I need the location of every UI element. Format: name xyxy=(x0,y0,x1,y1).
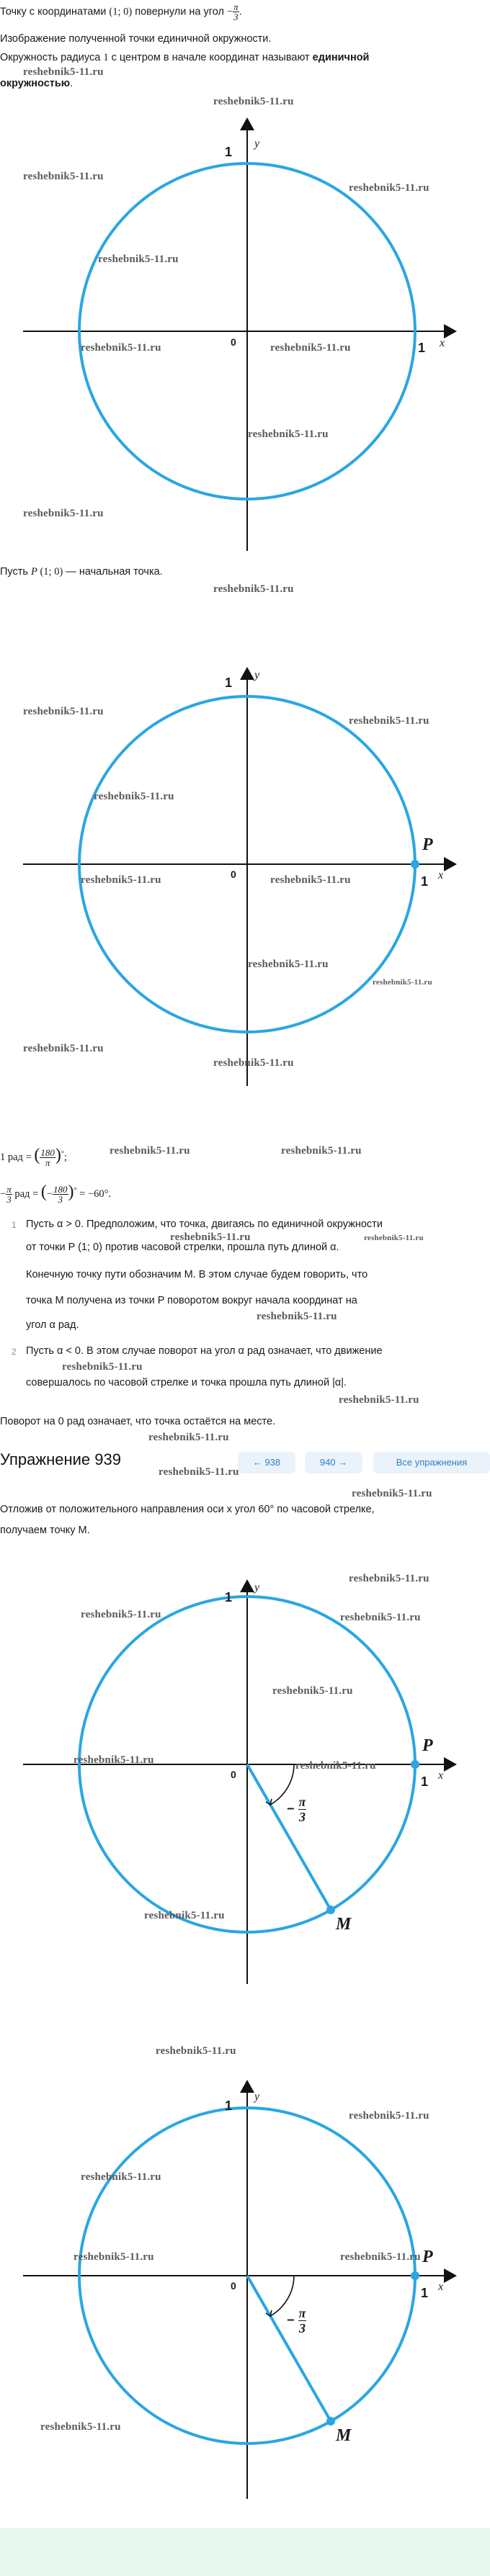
zero-rotation-text: Поворот на 0 рад означает, что точка остаётся на месте. xyxy=(0,1416,276,1427)
formula-radian: 1 рад = ( $\frac{180}{\pi}$ )°; xyxy=(0,1145,67,1168)
watermark: reshebnik5-11.ru xyxy=(349,1573,429,1584)
watermark: reshebnik5-11.ru xyxy=(74,1754,154,1766)
intro-line-2: Изображение полученной точки единичной окружности. xyxy=(0,33,272,45)
x-one-label: 1 xyxy=(421,874,429,889)
unit-circle-diagram-2 xyxy=(0,596,490,1100)
y-one-label: 1 xyxy=(225,2099,233,2113)
formula-minus-pi-3: − $\frac{\pi}{3}$ рад = (− $\frac{180}{3}$ )° = −60°. xyxy=(0,1182,112,1205)
watermark: reshebnik5-11.ru xyxy=(213,583,294,595)
unit-circle-p-svg xyxy=(0,596,490,1100)
watermark: reshebnik5-11.ru xyxy=(373,978,432,987)
y-one-label: 1 xyxy=(225,145,233,159)
watermark: reshebnik5-11.ru xyxy=(81,342,161,354)
watermark: reshebnik5-11.ru xyxy=(62,1361,143,1373)
watermark: reshebnik5-11.ru xyxy=(272,1685,353,1697)
list-item-1-line-5: угол α рад. xyxy=(26,1319,79,1331)
x-one-label: 1 xyxy=(418,341,426,355)
list-item-1-line-1: Пусть α > 0. Предположим, что точка, двигаясь по единичной окружности xyxy=(26,1219,383,1230)
x-axis-label: x xyxy=(438,869,444,881)
watermark: reshebnik5-11.ru xyxy=(295,1760,376,1772)
point-p-dot xyxy=(411,860,419,869)
origin-label: 0 xyxy=(231,336,236,348)
intro-line-3: Окружность радиуса 1 с центром в начале координат называют единичной xyxy=(0,52,370,63)
y-axis-label: y xyxy=(254,138,260,150)
y-one-label: 1 xyxy=(225,676,233,690)
watermark: reshebnik5-11.ru xyxy=(23,66,104,78)
x-axis-label: x xyxy=(438,1769,444,1782)
watermark: reshebnik5-11.ru xyxy=(23,706,104,717)
watermark: reshebnik5-11.ru xyxy=(340,1612,421,1623)
watermark: reshebnik5-11.ru xyxy=(339,1394,419,1406)
watermark: reshebnik5-11.ru xyxy=(74,2251,154,2263)
watermark: reshebnik5-11.ru xyxy=(349,715,429,727)
y-axis-label: y xyxy=(254,2091,260,2103)
next-exercise-button[interactable]: 940 → xyxy=(305,1452,362,1473)
footer-strip xyxy=(0,2528,490,2576)
watermark: reshebnik5-11.ru xyxy=(144,1910,225,1921)
rotation-m-svg-2 xyxy=(0,2038,490,2506)
list-item-1-line-2: от точки P (1; 0) против часовой стрелки, прошла путь длиной α. xyxy=(26,1242,339,1253)
prev-exercise-button[interactable]: ← 938 xyxy=(238,1452,295,1473)
x-axis-label: x xyxy=(440,337,445,349)
watermark: reshebnik5-11.ru xyxy=(156,2045,236,2057)
watermark: reshebnik5-11.ru xyxy=(170,1231,251,1243)
list-item-1-line-4: точка M получена из точки P поворотом вокруг начала координат на xyxy=(26,1295,357,1306)
watermark: reshebnik5-11.ru xyxy=(213,1057,294,1069)
y-axis-label: y xyxy=(254,669,260,681)
intro-line-4: окружностью. xyxy=(0,78,74,89)
point-m-dot xyxy=(326,2417,335,2425)
watermark: reshebnik5-11.ru xyxy=(40,2421,121,2433)
watermark: reshebnik5-11.ru xyxy=(270,874,351,886)
exercise-title: Упражнение 939 xyxy=(0,1450,121,1468)
watermark: reshebnik5-11.ru xyxy=(349,182,429,194)
watermark: reshebnik5-11.ru xyxy=(159,1466,239,1478)
watermark: reshebnik5-11.ru xyxy=(23,1043,104,1054)
watermark: reshebnik5-11.ru xyxy=(213,96,294,107)
list-number: 1 xyxy=(12,1220,17,1230)
point-p-dot xyxy=(411,1760,419,1769)
fraction-pi-3: $\frac{\pi}{3}$ xyxy=(233,1,239,22)
watermark: reshebnik5-11.ru xyxy=(364,1234,424,1242)
watermark: reshebnik5-11.ru xyxy=(148,1432,229,1443)
origin-label: 0 xyxy=(231,869,236,880)
point-p-label: P xyxy=(422,835,433,854)
angle-label: − $\frac{\pi}{3}$ xyxy=(287,2306,306,2335)
point-p-dot xyxy=(411,2271,419,2280)
point-m-label: M xyxy=(336,1915,352,1934)
watermark: reshebnik5-11.ru xyxy=(248,959,329,970)
point-p-label: P xyxy=(422,2248,433,2266)
watermark: reshebnik5-11.ru xyxy=(81,2171,161,2183)
unit-circle-svg xyxy=(0,90,490,569)
watermark: reshebnik5-11.ru xyxy=(352,1488,432,1499)
watermark: reshebnik5-11.ru xyxy=(94,791,174,802)
watermark: reshebnik5-11.ru xyxy=(23,508,104,519)
list-item-2-line-2: совершалось по часовой стрелке и точка прошла путь длиной |α|. xyxy=(26,1377,347,1388)
watermark: reshebnik5-11.ru xyxy=(110,1145,190,1157)
intro-line-1: Точку с координатами (1; 0) повернули на угол − $\frac{\pi}{3}$ . xyxy=(0,1,242,22)
watermark: reshebnik5-11.ru xyxy=(281,1145,362,1157)
list-item-1-line-3: Конечную точку пути обозначим M. В этом случае будем говорить, что xyxy=(26,1269,368,1280)
watermark: reshebnik5-11.ru xyxy=(349,2110,429,2122)
watermark: reshebnik5-11.ru xyxy=(340,2251,421,2263)
x-one-label: 1 xyxy=(421,1774,429,1789)
rotation-diagram-2 xyxy=(0,2038,490,2506)
watermark: reshebnik5-11.ru xyxy=(257,1311,337,1322)
x-axis-label: x xyxy=(438,2281,444,2293)
point-m-dot xyxy=(326,1906,335,1914)
point-m-label: M xyxy=(336,2426,352,2445)
x-one-label: 1 xyxy=(421,2286,429,2300)
all-exercises-button[interactable]: Все упражнения xyxy=(373,1452,490,1473)
watermark: reshebnik5-11.ru xyxy=(248,428,329,440)
y-one-label: 1 xyxy=(225,1590,233,1605)
start-point-text: Пусть P (1; 0) — начальная точка. xyxy=(0,566,163,578)
watermark: reshebnik5-11.ru xyxy=(23,171,104,182)
list-number: 2 xyxy=(12,1347,17,1357)
task-line-1: Отложив от положительного направления оси x угол 60° по часовой стрелке, xyxy=(0,1504,375,1515)
watermark: reshebnik5-11.ru xyxy=(81,874,161,886)
origin-label: 0 xyxy=(231,1769,236,1780)
list-item-2-line-1: Пусть α < 0. В этом случае поворот на угол α рад означает, что движение xyxy=(26,1345,383,1357)
unit-circle-diagram-1 xyxy=(0,90,490,569)
watermark: reshebnik5-11.ru xyxy=(98,253,179,265)
y-axis-label: y xyxy=(254,1581,260,1594)
watermark: reshebnik5-11.ru xyxy=(81,1609,161,1620)
watermark: reshebnik5-11.ru xyxy=(270,342,351,354)
angle-label: − $\frac{\pi}{3}$ xyxy=(287,1795,306,1824)
rotation-diagram-1 xyxy=(0,1541,490,1988)
task-line-2: получаем точку M. xyxy=(0,1525,90,1536)
origin-label: 0 xyxy=(231,2280,236,2292)
point-p-label: P xyxy=(422,1736,433,1755)
